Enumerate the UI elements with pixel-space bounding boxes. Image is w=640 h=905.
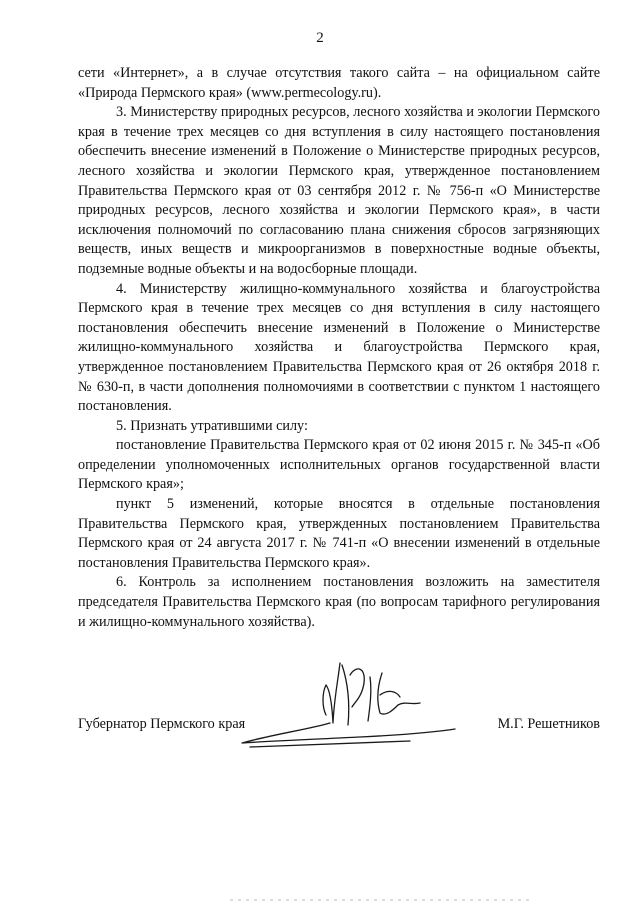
handwritten-signature	[230, 655, 460, 765]
paragraph-continuation: сети «Интернет», а в случае отсутствия такого сайта – на официальном сайте «Природа Пермского края» (www.permecology.ru).	[78, 65, 600, 101]
signer-name: М.Г. Решетников	[497, 716, 600, 732]
page-number: 2	[316, 30, 324, 46]
signer-position: Губернатор Пермского края	[78, 716, 246, 732]
paragraph-item-5-sub-1: постановление Правительства Пермского края от 02 июня 2015 г. № 345-п «Об определении уполномоченных исполнительных органов государственной власти Пермского края»;	[78, 437, 600, 493]
paragraph-item-5: 5. Признать утратившими силу:	[116, 417, 308, 434]
document-body	[78, 64, 600, 632]
paragraph-item-4: 4. Министерству жилищно-коммунального хозяйства и благоустройства Пермского края в течение трех месяцев со дня вступления в силу настоящего постановления обеспечить внесение изменений в Положение о Министерстве жилищно-коммунального хозяйства и благоустройства Пермского края, утвержденное постановлением Правительства Пермского края от 26 октября 2018 г. № 630-п, в части дополнения полномочиями в соответствии с пунктом 1 настоящего постановления.	[78, 280, 600, 415]
paragraph-item-6: 6. Контроль за исполнением постановления возложить на заместителя председателя Правительства Пермского края (по вопросам тарифного регулирования и жилищно-коммунального хозяйства).	[78, 574, 600, 630]
signature-block	[78, 716, 600, 746]
paragraph-item-5-sub-2: пункт 5 изменений, которые вносятся в отдельные постановления Правительства Пермского края, утвержденных постановлением Правительства Пермского края от 24 августа 2017 г. № 741-п «О внесении изменений в отдельные постановления Правительства Пермского края».	[78, 496, 600, 571]
scan-edge-mark	[230, 898, 530, 902]
paragraph-item-3: 3. Министерству природных ресурсов, лесного хозяйства и экологии Пермского края в течение трех месяцев со дня вступления в силу настоящего постановления обеспечить внесение изменений в Положение о Министерстве природных ресурсов, лесного хозяйства и экологии Пермского края, утвержденное постановлением Правительства Пермского края от 03 сентября 2012 г. № 756-п «О Министерстве природных ресурсов, лесного хозяйства и экологии Пермского края», в части исключения полномочий по согласованию плана снижения сбросов загрязняющих веществ, иных веществ и микроорганизмов в поверхностные водные объекты, подземные водные объекты и на водосборные площади.	[78, 104, 600, 277]
